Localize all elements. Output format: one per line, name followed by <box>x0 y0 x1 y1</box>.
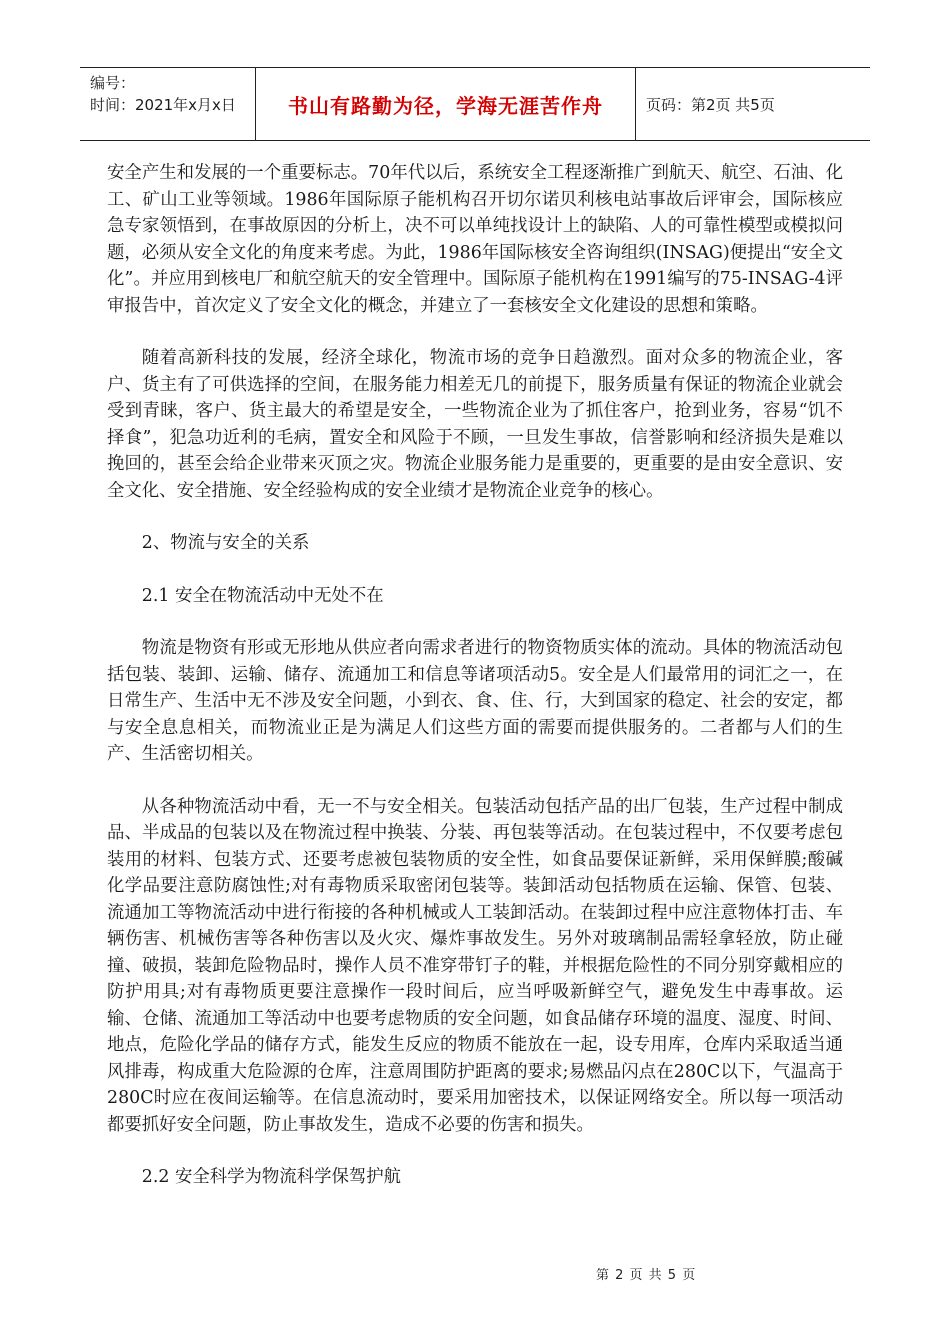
paragraph: 从各种物流活动中看，无一不与安全相关。包装活动包括产品的出厂包装，生产过程中制成品、半成品的包装以及在物流过程中换装、分装、再包装等活动。在包装过程中，不仅要考虑包装用的材料、包装方式、还要考虑被包装物质的安全性，如食品要保证新鲜，采用保鲜膜;酸碱化学品要注意防腐蚀性;对有毒物质采取密闭包装等。装卸活动包括物质在运输、保管、包装、流通加工等物流活动中进行衔接的各种机械或人工装卸活动。在装卸过程中应注意物体打击、车辆伤害、机械伤害等各种伤害以及火灾、爆炸事故发生。另外对玻璃制品需轻拿轻放，防止碰撞、破损，装卸危险物品时，操作人员不准穿带钉子的鞋，并根据危险性的不同分别穿戴相应的防护用具;对有毒物质更要注意操作一段时间后，应当呼吸新鲜空气，避免发生中毒事故。运输、仓储、流通加工等活动中也要考虑物质的安全问题，如食品储存环境的温度、湿度、时间、地点，危险化学品的储存方式，能发生反应的物质不能放在一起，设专用库，仓库内采取适当通风排毒，构成重大危险源的仓库，注意周围防护距离的要求;易燃品闪点在280C以下，气温高于280C时应在夜间运输等。在信息流动时，要采用加密技术，以保证网络安全。所以每一项活动都要抓好安全问题，防止事故发生，造成不必要的伤害和损失。 <box>107 796 843 1135</box>
paragraph: 随着高新科技的发展，经济全球化，物流市场的竞争日趋激烈。面对众多的物流企业，客户、货主有了可供选择的空间，在服务能力相差无几的前提下，服务质量有保证的物流企业就会受到青睐，客户、货主最大的希望是安全，一些物流企业为了抓住客户，抢到业务，容易“饥不择食”，犯急功近利的毛病，置安全和风险于不顾，一旦发生事故，信誉影响和经济损失是难以挽回的，甚至会给企业带来灭顶之灾。物流企业服务能力是重要的，更重要的是由安全意识、安全文化、安全措施、安全经验构成的安全业绩才是物流企业竞争的核心。 <box>107 348 843 501</box>
document-number-label: 编号： <box>90 74 136 92</box>
document-date: 时间：2021年x月x日 <box>90 96 236 114</box>
header-motto: 书山有路勤为径，学海无涯苦作舟 <box>256 68 636 140</box>
section-heading: 2、物流与安全的关系 <box>141 533 310 553</box>
subsection-heading: 2.1 安全在物流活动中无处不在 <box>141 585 384 606</box>
document-body <box>107 160 843 1191</box>
paragraph: 物流是物资有形或无形地从供应者向需求者进行的物资物质实体的流动。具体的物流活动包括包装、装卸、运输、储存、流通加工和信息等诸项活动5。安全是人们最常用的词汇之一，在日常生产、生活中无不涉及安全问题，小到衣、食、住、行，大到国家的稳定、社会的安定，都与安全息息相关，而物流业正是为满足人们这些方面的需要而提供服务的。二者都与人们的生产、生活密切相关。 <box>107 638 843 764</box>
page-footer: 第 2 页 共 5 页 <box>596 1268 697 1283</box>
header-meta <box>80 68 256 140</box>
paragraph-continuation: 安全产生和发展的一个重要标志。70年代以后，系统安全工程逐渐推广到航天、航空、石油、化工、矿山工业等领域。1986年国际原子能机构召开切尔诺贝利核电站事故后评审会，国际核应急专家领悟到，在事故原因的分析上，决不可以单纯找设计上的缺陷、人的可靠性模型或模拟问题，必须从安全文化的角度来考虑。为此，1986年国际核安全咨询组织(INSAG)便提出“安全文化”。并应用到核电厂和航空航天的安全管理中。国际原子能机构在1991编写的75-INSAG-4评审报告中，首次定义了安全文化的概念，并建立了一套核安全文化建设的思想和策略。 <box>107 163 843 316</box>
page-header <box>80 67 870 141</box>
subsection-heading: 2.2 安全科学为物流科学保驾护航 <box>141 1167 402 1187</box>
header-page-info: 页码：第2页 共5页 <box>646 95 775 114</box>
